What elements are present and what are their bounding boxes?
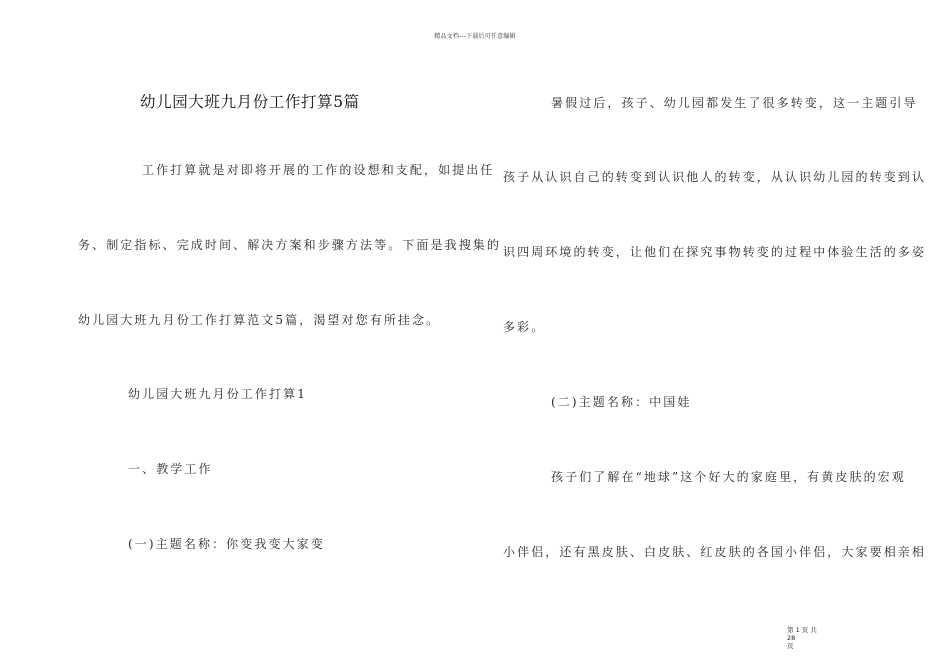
paragraph-line: 小伴侣，还有黑皮肤、白皮肤、红皮肤的各国小伴侣，大家要相亲相 xyxy=(503,545,927,559)
topic-heading: (一)主题名称：你变我变大家变 xyxy=(128,537,325,551)
paragraph-line: 孩子们了解在“地球”这个好大的家庭里，有黄皮肤的宏观 xyxy=(551,470,906,484)
paragraph-line: 幼儿园大班九月份工作打算范文5篇，渴望对您有所挂念。 xyxy=(78,313,441,327)
paragraph-line: 工作打算就是对即将开展的工作的设想和支配，如提出任 xyxy=(142,163,495,177)
section-heading: 一、教学工作 xyxy=(128,462,213,476)
paragraph-line: 孩子从认识自己的转变到认识他人的转变，从认识幼儿园的转变到认 xyxy=(503,170,927,184)
page-number xyxy=(787,626,827,650)
page-number-line: 页 xyxy=(787,642,794,650)
document-header-note: 精品文档---下载后可任意编辑 xyxy=(434,33,516,40)
paragraph-line: 识四周环境的转变，让他们在探究事物转变的过程中体验生活的多姿 xyxy=(503,245,927,259)
document-title: 幼儿园大班九月份工作打算5篇 xyxy=(140,93,360,111)
page-number-line: 第 1 页 共 28 xyxy=(787,626,817,642)
sub-heading: 幼儿园大班九月份工作打算1 xyxy=(128,387,307,401)
paragraph-line: 务、制定指标、完成时间、解决方案和步骤方法等。下面是我搜集的 xyxy=(78,238,502,252)
paragraph-line: 多彩。 xyxy=(503,320,546,334)
paragraph-line: 暑假过后，孩子、幼儿园都发生了很多转变，这一主题引导 xyxy=(551,96,918,110)
topic-heading: (二)主题名称：中国娃 xyxy=(551,395,692,409)
